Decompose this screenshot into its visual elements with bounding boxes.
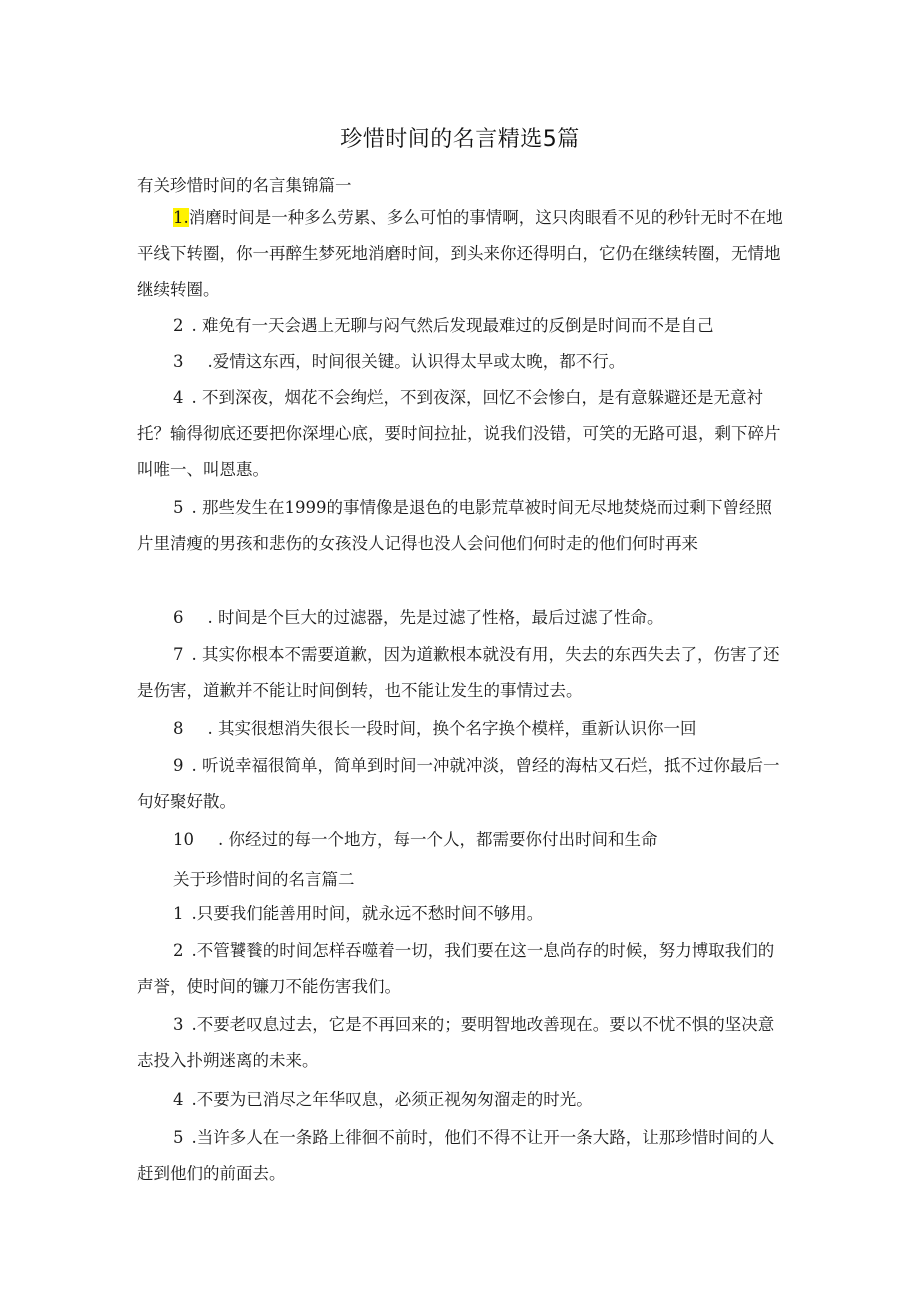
quote-text: .爱情这东西，时间很关键。认识得太早或太晚，都不行。	[207, 352, 626, 371]
quote-number: 8	[173, 719, 184, 738]
quote-text: . 难免有一天会遇上无聊与闷气然后发现最难过的反倒是时间而不是自己	[191, 316, 714, 335]
quote-item	[137, 380, 785, 488]
quote-number: 1.	[173, 208, 189, 227]
quote-item	[137, 200, 785, 308]
document-title: 珍惜时间的名言精选5篇	[340, 127, 580, 152]
quote-text: . 那些发生在1999的事情像是退色的电影荒草被时间无尽地焚烧而过剩下曾经照片里清瘦的男孩和悲伤的女孩没人记得也没人会问他们何时走的他们何时再来	[137, 498, 772, 553]
quote-item	[137, 1007, 785, 1079]
quote-number: 2	[173, 941, 184, 960]
quote-text: . 听说幸福很简单，简单到时间一冲就冲淡，曾经的海枯又石烂，抵不过你最后一句好聚好散。	[137, 756, 780, 811]
quote-text: . 其实很想消失很长一段时间，换个名字换个模样，重新认识你一回	[207, 719, 697, 738]
quote-number: 1	[173, 904, 184, 923]
quote-text: 消磨时间是一种多么劳累、多么可怕的事情啊，这只肉眼看不见的秒针无时不在地平线下转圈，你一再醉生梦死地消磨时间，到头来你还得明白，它仍在继续转圈，无情地继续转圈。	[137, 208, 783, 299]
quote-item	[137, 1082, 785, 1118]
quote-text: .当许多人在一条路上徘徊不前时，他们不得不让开一条大路，让那珍惜时间的人赶到他们的前面去。	[137, 1128, 775, 1183]
quote-item	[137, 344, 785, 380]
quote-text: .不要为已消尽之年华叹息，必须正视匆匆溜走的时光。	[191, 1090, 593, 1109]
quote-number: 7	[173, 645, 184, 664]
quote-text: . 时间是个巨大的过滤器，先是过滤了性格，最后过滤了性命。	[207, 608, 664, 627]
quote-number: 4	[173, 388, 184, 407]
quote-text: .不要老叹息过去，它是不再回来的；要明智地改善现在。要以不忧不惧的坚决意志投入扑朔迷离的未来。	[137, 1015, 775, 1070]
quote-item	[137, 896, 785, 932]
quote-item	[137, 711, 785, 747]
quote-text: . 其实你根本不需要道歉，因为道歉根本就没有用，失去的东西失去了，伤害了还是伤害，道歉并不能让时间倒转，也不能让发生的事情过去。	[137, 645, 780, 700]
quote-number: 5	[173, 498, 184, 517]
quote-item	[137, 308, 785, 344]
quote-item	[137, 748, 785, 820]
quote-item	[137, 933, 785, 1005]
quote-number: 4	[173, 1090, 184, 1109]
quote-item	[137, 822, 785, 858]
quote-text: .不管饕餮的时间怎样吞噬着一切，我们要在这一息尚存的时候，努力博取我们的声誉，使时间的镰刀不能伤害我们。	[137, 941, 775, 996]
quote-text: . 不到深夜，烟花不会绚烂，不到夜深，回忆不会惨白，是有意躲避还是无意衬托？输得彻底还要把你深埋心底，要时间拉扯，说我们没错，可笑的无路可退，剩下碎片叫唯一、叫恩惠。	[137, 388, 781, 479]
quote-number: 10	[173, 830, 194, 849]
quote-item	[137, 1120, 785, 1192]
section-heading-1: 有关珍惜时间的名言集锦篇一	[137, 176, 352, 195]
quote-number: 2	[173, 316, 184, 335]
quote-text: .只要我们能善用时间，就永远不愁时间不够用。	[191, 904, 544, 923]
quote-number: 5	[173, 1128, 184, 1147]
quote-item	[137, 490, 785, 562]
quote-number: 6	[173, 608, 184, 627]
quote-number: 9	[173, 756, 184, 775]
quote-item	[137, 637, 785, 709]
quote-item	[137, 600, 785, 636]
quote-number: 3	[173, 1015, 184, 1034]
quote-text: . 你经过的每一个地方，每一个人，都需要你付出时间和生命	[218, 830, 658, 849]
section-heading-2: 关于珍惜时间的名言篇二	[173, 870, 355, 889]
quote-number: 3	[173, 352, 184, 371]
